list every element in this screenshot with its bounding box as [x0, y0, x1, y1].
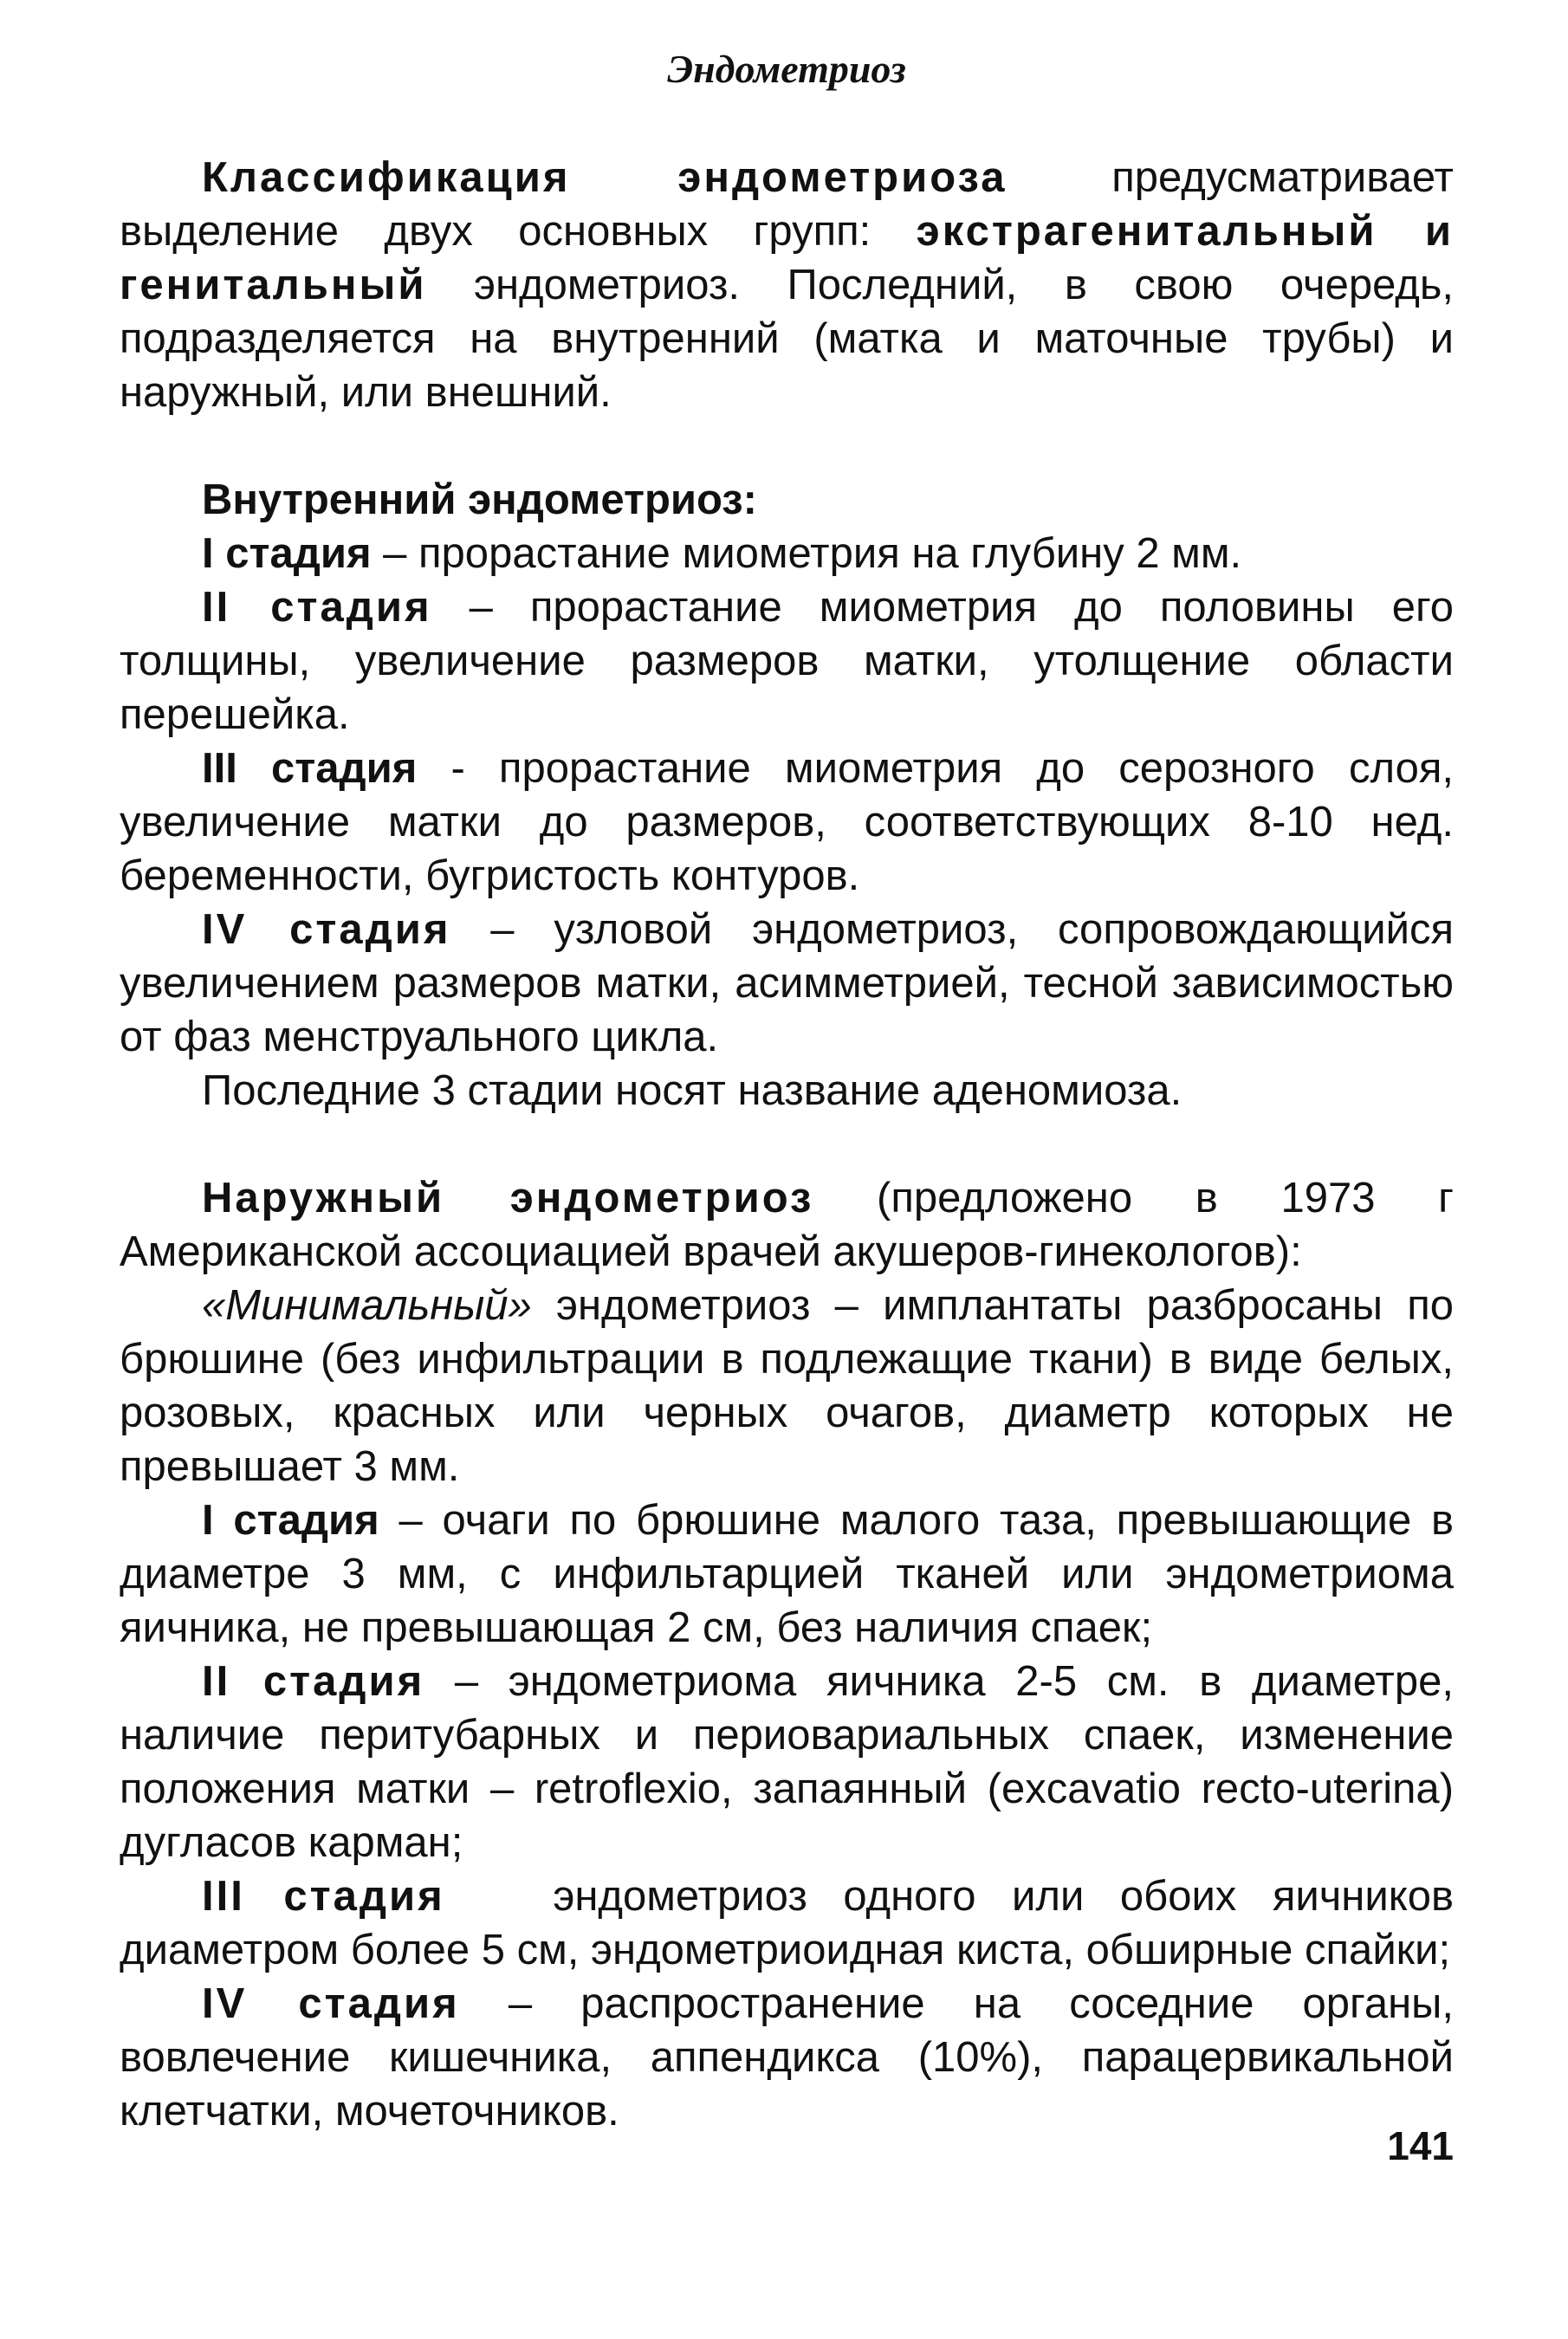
external-heading-rest: (предложено в 1973 г Американской ассоциацией врачей акушеров-гинекологов): — [120, 1175, 1454, 1275]
stage-text: – распространение на соседние органы, вовлечение кишечника, аппендикса (10%), парацервикальной клетчатки, мочеточников. — [120, 1980, 1454, 2135]
stage-text: эндометриоз одного или обоих яичников диаметром более 5 см, эндометриоидная киста, обширные спайки; — [120, 1873, 1466, 1973]
stage-label: III стадия — [202, 1873, 445, 1920]
stage-text-b: , запаянный ( — [720, 1766, 1001, 1812]
stage-text-c: ) дугласов карман; — [120, 1766, 1455, 1866]
external-heading: Наружный эндометриоз — [202, 1175, 814, 1221]
stage-label: II стадия — [202, 1658, 425, 1705]
external-stage-4 — [120, 1977, 1454, 2138]
stage-text-a: – эндометриома яичника 2-5 см. в диаметре, наличие перитубарных и периовариальных спаек, изменение положения матки – — [120, 1658, 1454, 1812]
latin-term: retroflexio — [534, 1766, 721, 1812]
spacer — [120, 419, 1454, 473]
external-minimal — [120, 1279, 1454, 1493]
stage-label: IV стадия — [202, 1980, 460, 2027]
minimal-text: эндометриоз – имплантаты разбросаны по брюшине (без инфильтрации в подлежащие ткани) в виде белых, розовых, красных или черных очагов, диаметр которых не превышает 3 мм. — [120, 1282, 1454, 1490]
minimal-term: «Минимальный» — [202, 1282, 532, 1329]
stage-text: – узловой эндометриоз, сопровождающийся увеличением размеров матки, асимметрией, тесной зависимостью от фаз менструального цикла. — [120, 906, 1454, 1060]
intro-text-2: эндометриоз. Последний, в свою очередь, подразделяется на внутренний (матка и маточные трубы) и наружный, или внешний. — [120, 262, 1454, 416]
stage-label: I стадия — [202, 1497, 379, 1544]
internal-stage-1 — [120, 527, 1454, 580]
stage-text: – прорастание миометрия на глубину 2 мм. — [371, 530, 1242, 577]
stage-label: II стадия — [202, 584, 432, 631]
internal-heading: Внутренний эндометриоз: — [202, 476, 757, 523]
intro-text-1: предусматривает выделение двух основных групп: — [120, 154, 1454, 255]
stage-label: III стадия — [202, 745, 418, 792]
intro-groups: экстрагенитальный и генитальный — [120, 208, 1454, 308]
external-heading-paragraph — [120, 1171, 1454, 1279]
stage-label: I стадия — [202, 530, 372, 577]
intro-term: Классификация эндометриоза — [202, 154, 1008, 201]
internal-stage-3 — [120, 742, 1454, 903]
internal-stage-2 — [120, 580, 1454, 742]
external-stage-1 — [120, 1493, 1454, 1655]
stage-label: IV стадия — [202, 906, 451, 953]
spacer — [120, 1118, 1454, 1171]
stage-text: – очаги по брюшине малого таза, превышающие в диаметре 3 мм, с инфильтарцией тканей или эндометриома яичника, не превышающая 2 см, без наличия спаек; — [120, 1497, 1455, 1651]
page-content — [120, 43, 1466, 2138]
stage-text: – прорастание миометрия до половины его толщины, увеличение размеров матки, утолщение области перешейка. — [120, 584, 1454, 738]
internal-stage-4 — [120, 903, 1454, 1064]
intro-paragraph — [120, 151, 1454, 419]
external-stage-3 — [120, 1869, 1466, 1977]
external-stage-2 — [120, 1655, 1454, 1869]
latin-term: excavatio recto-uterina — [1001, 1766, 1440, 1812]
internal-note: Последние 3 стадии носят название аденомиоза. — [202, 1067, 1182, 1114]
stage-text: - прорастание миометрия до серозного слоя, увеличение матки до размеров, соответствующих 8-10 нед. беременности, бугристость контуров. — [120, 745, 1454, 899]
page-title: Эндометриоз — [667, 47, 906, 91]
page-number: 141 — [1387, 2123, 1454, 2168]
